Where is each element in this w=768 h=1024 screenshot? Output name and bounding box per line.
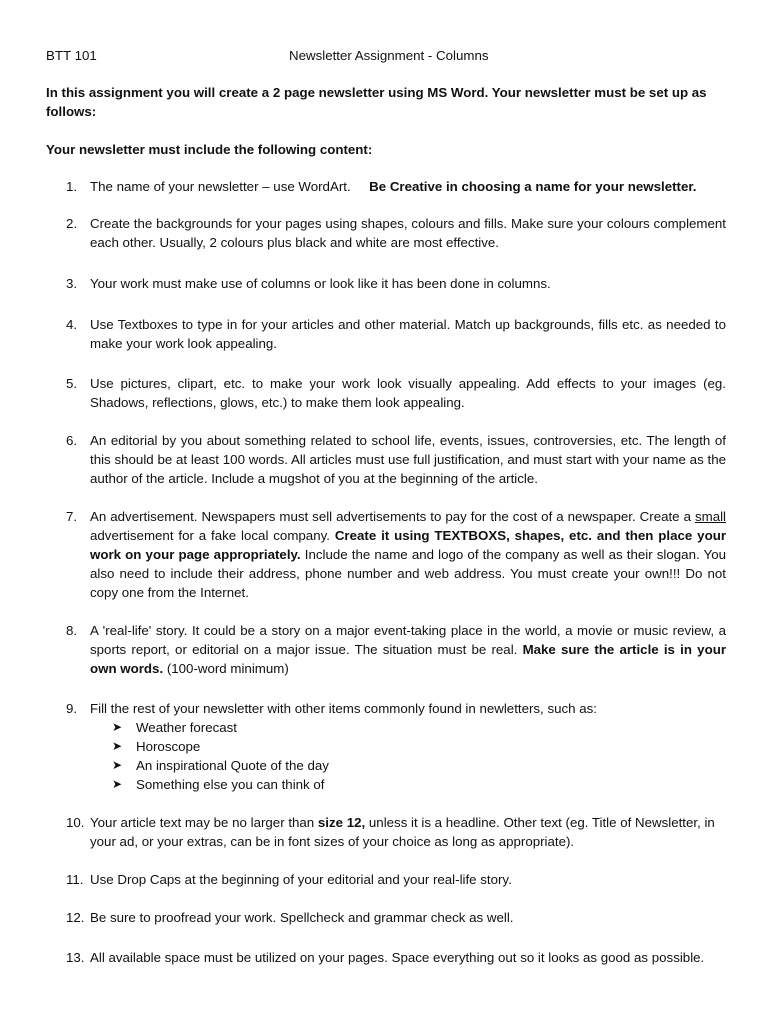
text-run: (100-word minimum) bbox=[163, 661, 289, 676]
arrowhead-bullet-icon: ➤ bbox=[112, 739, 123, 753]
course-code: BTT 101 bbox=[46, 48, 97, 63]
item-number: 1. bbox=[66, 179, 78, 194]
item-number: 11. bbox=[66, 872, 84, 887]
bullet-item bbox=[112, 737, 726, 756]
text-run: An advertisement. Newspapers must sell advertisements to pay for the cost of a newspaper. Create a bbox=[90, 509, 695, 524]
arrowhead-bullet-icon: ➤ bbox=[112, 758, 123, 772]
item-text bbox=[90, 621, 726, 678]
list-item bbox=[66, 274, 726, 293]
list-item bbox=[66, 315, 726, 353]
item-text: All available space must be utilized on your pages. Space everything out so it looks as good as possible. bbox=[90, 950, 705, 965]
bullet-item bbox=[112, 775, 726, 794]
list-item bbox=[66, 374, 726, 412]
item-text: An editorial by you about something related to school life, events, issues, controversies, etc. The length of this should be at least 100 words. All articles must use full justification, and must start with your name as the author of the article. Include a mugshot of you at the beginning of the article. bbox=[90, 433, 726, 486]
document-title: Newsletter Assignment - Columns bbox=[289, 48, 489, 63]
list-item bbox=[66, 813, 726, 851]
bullet-text: An inspirational Quote of the day bbox=[136, 758, 329, 773]
arrowhead-bullet-icon: ➤ bbox=[112, 720, 123, 734]
item-text: Your work must make use of columns or look like it has been done in columns. bbox=[90, 276, 551, 291]
item-text: The name of your newsletter – use WordArt. bbox=[90, 179, 351, 194]
list-item bbox=[66, 699, 726, 794]
list-item bbox=[66, 948, 726, 967]
item-number: 6. bbox=[66, 433, 78, 448]
item-text bbox=[90, 507, 726, 602]
item-text: Use Textboxes to type in for your articles and other material. Match up backgrounds, fills etc. as needed to make your work look appealing. bbox=[90, 317, 726, 351]
item-text: Fill the rest of your newsletter with other items commonly found in newletters, such as: bbox=[90, 701, 597, 716]
underlined-text: small bbox=[694, 509, 726, 524]
bold-text: size 12, bbox=[317, 815, 366, 830]
item-text: Be sure to proofread your work. Spellcheck and grammar check as well. bbox=[90, 910, 514, 925]
item-number: 5. bbox=[66, 376, 78, 391]
text-run: A 'real-life' story. It could be a story on a major event-taking place in the world, a movie or music review, a sports report, or editorial on a major issue. The situation must be real. bbox=[90, 623, 726, 657]
list-item bbox=[66, 870, 726, 889]
item-bold-text: Be Creative in choosing a name for your newsletter. bbox=[369, 179, 697, 194]
bullet-text: Weather forecast bbox=[136, 720, 238, 735]
item-text bbox=[90, 813, 726, 851]
bullet-text: Something else you can think of bbox=[136, 777, 325, 792]
item-text: Create the backgrounds for your pages using shapes, colours and fills. Make sure your colours complement each other. Usually, 2 colours plus black and white are most effective. bbox=[90, 216, 726, 250]
text-run: Your article text may be no larger than bbox=[90, 815, 318, 830]
item-number: 12. bbox=[66, 910, 85, 925]
item-number: 2. bbox=[66, 216, 78, 231]
list-item bbox=[66, 431, 726, 488]
intro-paragraph: In this assignment you will create a 2 page newsletter using MS Word. Your newsletter must be set up as follows: bbox=[46, 85, 707, 119]
list-item bbox=[66, 214, 726, 252]
item-number: 4. bbox=[66, 317, 78, 332]
item-number: 3. bbox=[66, 276, 78, 291]
item-text: Use Drop Caps at the beginning of your editorial and your real-life story. bbox=[90, 872, 512, 887]
list-item bbox=[66, 177, 726, 196]
item-number: 10. bbox=[66, 815, 85, 830]
text-run: Include the name and logo of the company as well as their slogan. You also need to include their address, phone number and web address. You must create your own!!! Do not copy one from the Internet. bbox=[90, 547, 726, 600]
content-heading: Your newsletter must include the following content: bbox=[46, 142, 373, 157]
arrowhead-bullet-icon: ➤ bbox=[112, 777, 123, 791]
list-item bbox=[66, 507, 726, 602]
bullet-list bbox=[112, 718, 726, 794]
list-item bbox=[66, 621, 726, 678]
item-number: 9. bbox=[66, 701, 78, 716]
item-number: 7. bbox=[66, 509, 78, 524]
item-number: 8. bbox=[66, 623, 78, 638]
bullet-item bbox=[112, 718, 726, 737]
bold-text: Make sure the article is in your own words. bbox=[90, 642, 726, 676]
text-run: advertisement for a fake local company. bbox=[90, 528, 335, 543]
bullet-item bbox=[112, 756, 726, 775]
list-item bbox=[66, 908, 726, 927]
text-run: unless it is a headline. Other text (eg. Title of Newsletter, in your ad, or your extras, can be in font sizes of your choice as long as appropriate). bbox=[90, 815, 715, 849]
bold-text: Create it using TEXTBOXS, shapes, etc. and then place your work on your page appropriately. bbox=[90, 528, 726, 562]
item-number: 13. bbox=[66, 950, 85, 965]
page-header bbox=[46, 46, 722, 65]
item-text: Use pictures, clipart, etc. to make your work look visually appealing. Add effects to your images (eg. Shadows, reflections, glows, etc.) to make them look appealing. bbox=[90, 376, 726, 410]
bullet-text: Horoscope bbox=[136, 739, 201, 754]
